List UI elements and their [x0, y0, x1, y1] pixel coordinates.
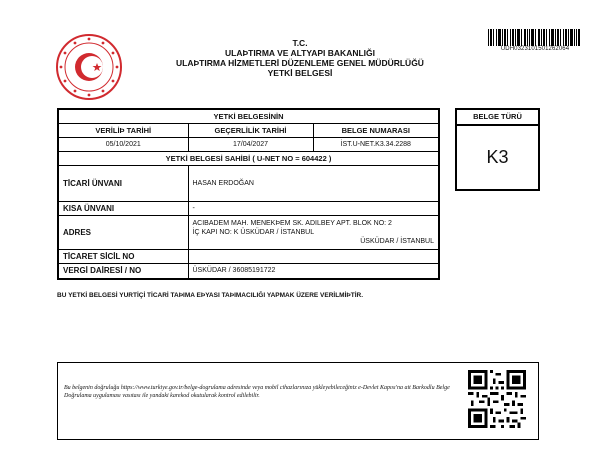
address-district: ÜSKÜDAR / İSTANBUL [360, 237, 434, 245]
verification-text: Bu belgenin doğruluğu https://www.turkiye.gov.tr/belge-dogrulama adresinde veya mobil cihazlarınıza yükleyebileceğiniz e-Devlet Kapısı'na ait Barkodlu Belge Doğrulama uygulaması vasıtası ile yandaki karekod okutularak kontrol edilebilir. [64, 385, 450, 399]
short-name-label: KISA ÜNVANI [58, 201, 188, 215]
table-row [58, 165, 439, 201]
table-row [58, 215, 439, 249]
table-row [58, 263, 439, 279]
qr-code [468, 370, 526, 428]
trade-registry-value [188, 249, 439, 263]
tax-office-label: VERGİ DAİRESİ / NO [58, 263, 188, 279]
valid-until-value: 17/04/2027 [188, 137, 313, 151]
valid-until-header: GEÇERLİLİK TARİHİ [188, 123, 313, 137]
belge-turu-label: BELGE TÜRÜ [455, 108, 540, 126]
number-header: BELGE NUMARASI [313, 123, 439, 137]
verification-box [57, 362, 539, 440]
address-text: ACIBADEM MAH. MENEKÞEM SK. ADILBEY APT. BLOK NO: 2 İÇ KAPI NO: K ÜSKÜDAR / İSTANBUL [192, 219, 392, 236]
document-header [150, 38, 450, 78]
certificate-note: BU YETKİ BELGESİ YURTİÇİ TİCARİ TAÞIMA EÞYASI TAÞIMACILIĞI YAPMAK ÜZERE VERİLMİÞTİR. [57, 292, 364, 299]
issue-date-header: VERİLİÞ TARİHİ [58, 123, 188, 137]
belge-turu-value: K3 [455, 124, 540, 191]
trade-name-value: HASAN ERDOĞAN [188, 165, 439, 201]
ministry-seal-logo [55, 33, 123, 101]
country-label: T.C. [292, 38, 308, 48]
issue-date-value: 05/10/2021 [58, 137, 188, 151]
table-row [58, 249, 439, 263]
certificate-table [57, 108, 440, 280]
table-row [58, 201, 439, 215]
address-value [188, 215, 439, 249]
ministry-name: ULAÞTIRMA VE ALTYAPI BAKANLIĞI [224, 48, 375, 58]
number-value: İST.U-NET.K3.34.2288 [313, 137, 439, 151]
barcode [488, 29, 580, 46]
trade-registry-label: TİCARET SİCİL NO [58, 249, 188, 263]
address-label: ADRES [58, 215, 188, 249]
holder-title: YETKİ BELGESİ SAHİBİ ( U-NET NO = 604422 ) [58, 151, 439, 165]
directorate-name: ULAÞTIRMA HİZMETLERİ DÜZENLEME GENEL MÜDÜRLÜĞÜ [176, 58, 424, 68]
trade-name-label: TİCARİ ÜNVANI [58, 165, 188, 201]
barcode-number: UDH0323101501262064 [500, 46, 570, 52]
certificate-title: YETKİ BELGESİNİN [58, 109, 439, 123]
tax-office-value: ÜSKÜDAR / 36085191722 [188, 263, 439, 279]
document-type: YETKİ BELGESİ [267, 68, 333, 78]
short-name-value: - [188, 201, 439, 215]
